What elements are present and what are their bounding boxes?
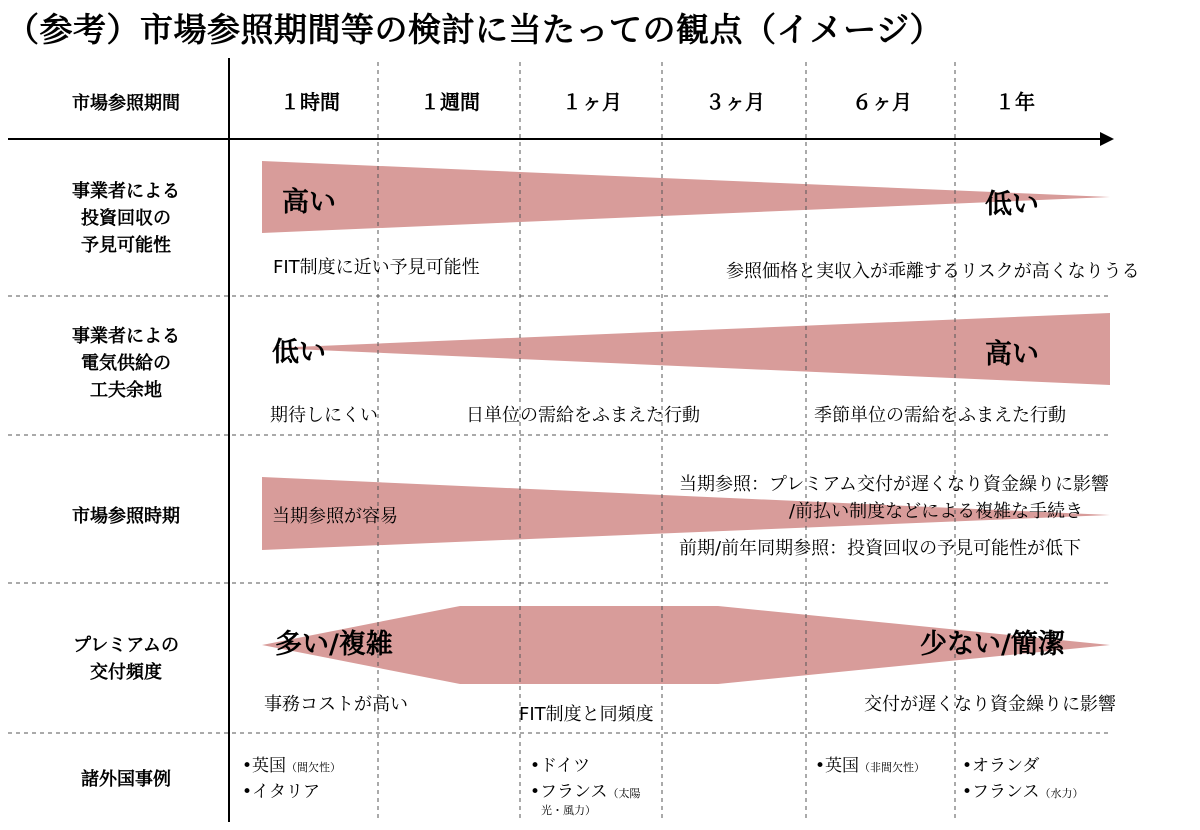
country-france-note-cont (541, 799, 596, 819)
country-france-hydro (962, 777, 1084, 802)
row-label-line: 予見可能性 (81, 235, 171, 256)
period-1w: １週間 (420, 90, 480, 114)
frequency-note-mid: FIT制度と同頻度 (519, 704, 654, 725)
country-name: •ドイツ (530, 756, 591, 776)
country-note: （太陽 (607, 787, 641, 800)
row-label-line: 事業者による (72, 326, 180, 347)
row-label-line: 交付頻度 (90, 662, 162, 683)
period-1m: １ヶ月 (562, 90, 622, 114)
supply-left-level: 低い (272, 337, 326, 368)
timing-note-current-1: 当期参照：プレミアム交付が遅くなり資金繰りに影響 (679, 474, 1110, 495)
period-1h: １時間 (280, 90, 340, 114)
predictability-right-level: 低い (985, 189, 1039, 220)
row-label-timing: 市場参照時期 (72, 506, 180, 527)
country-note: （非間欠性） (859, 761, 926, 774)
supply-wedge (270, 313, 1110, 385)
header-label: 市場参照期間 (72, 93, 180, 114)
country-uk-intermittent (242, 751, 341, 776)
row-label-predictability (30, 178, 222, 259)
frequency-note-left: 事務コストが高い (264, 694, 408, 715)
country-name: •フランス (962, 782, 1040, 802)
country-germany (530, 751, 590, 776)
frequency-note-right: 交付が遅くなり資金繰りに影響 (864, 694, 1116, 715)
country-note: （水力） (1039, 787, 1084, 800)
page-title: （参考）市場参照期間等の検討に当たっての観点（イメージ） (6, 10, 944, 49)
time-axis-arrowhead (1100, 132, 1114, 146)
predictability-left-level: 高い (282, 187, 336, 218)
row-label-line: 事業者による (72, 181, 180, 202)
predictability-wedge (262, 161, 1110, 233)
frequency-left-level: 多い/複雑 (275, 629, 393, 660)
country-netherlands (962, 751, 1039, 776)
country-name: •英国 (242, 756, 287, 776)
period-6m: ６ヶ月 (852, 90, 912, 114)
row-label-frequency (30, 632, 222, 686)
row-label-line: 電気供給の (81, 353, 171, 374)
row-label-line: 投資回収の (81, 208, 171, 229)
row-label-line: 工夫余地 (90, 380, 162, 401)
country-note: 光・風力） (541, 804, 596, 817)
predictability-note-left: FIT制度に近い予見可能性 (273, 257, 480, 278)
country-italy (242, 777, 320, 802)
row-label-line: プレミアムの (72, 635, 180, 656)
supply-note-left: 期待しにくい (270, 405, 378, 426)
timing-note-current-2: /前払い制度などによる複雑な手続き (789, 501, 1084, 522)
predictability-note-right: 参照価格と実収入が乖離するリスクが高くなりうる (726, 261, 1140, 282)
period-3m: ３ヶ月 (705, 90, 765, 114)
period-1y: １年 (995, 90, 1035, 114)
country-name: •オランダ (962, 756, 1040, 776)
row-label-supply (30, 323, 222, 404)
supply-note-mid: 日単位の需給をふまえた行動 (466, 405, 700, 426)
timing-note-prior: 前期/前年同期参照：投資回収の予見可能性が低下 (679, 538, 1082, 559)
row-label-countries: 諸外国事例 (81, 769, 171, 790)
country-name: •イタリア (242, 782, 321, 802)
country-uk-nonintermittent (815, 751, 925, 776)
country-name: •英国 (815, 756, 860, 776)
timing-note-left: 当期参照が容易 (272, 506, 398, 527)
supply-right-level: 高い (985, 339, 1039, 370)
supply-note-right: 季節単位の需給をふまえた行動 (814, 405, 1066, 426)
country-note: （間欠性） (286, 761, 342, 774)
frequency-right-level: 少ない/簡潔 (920, 629, 1065, 660)
country-name: •フランス (530, 782, 608, 802)
